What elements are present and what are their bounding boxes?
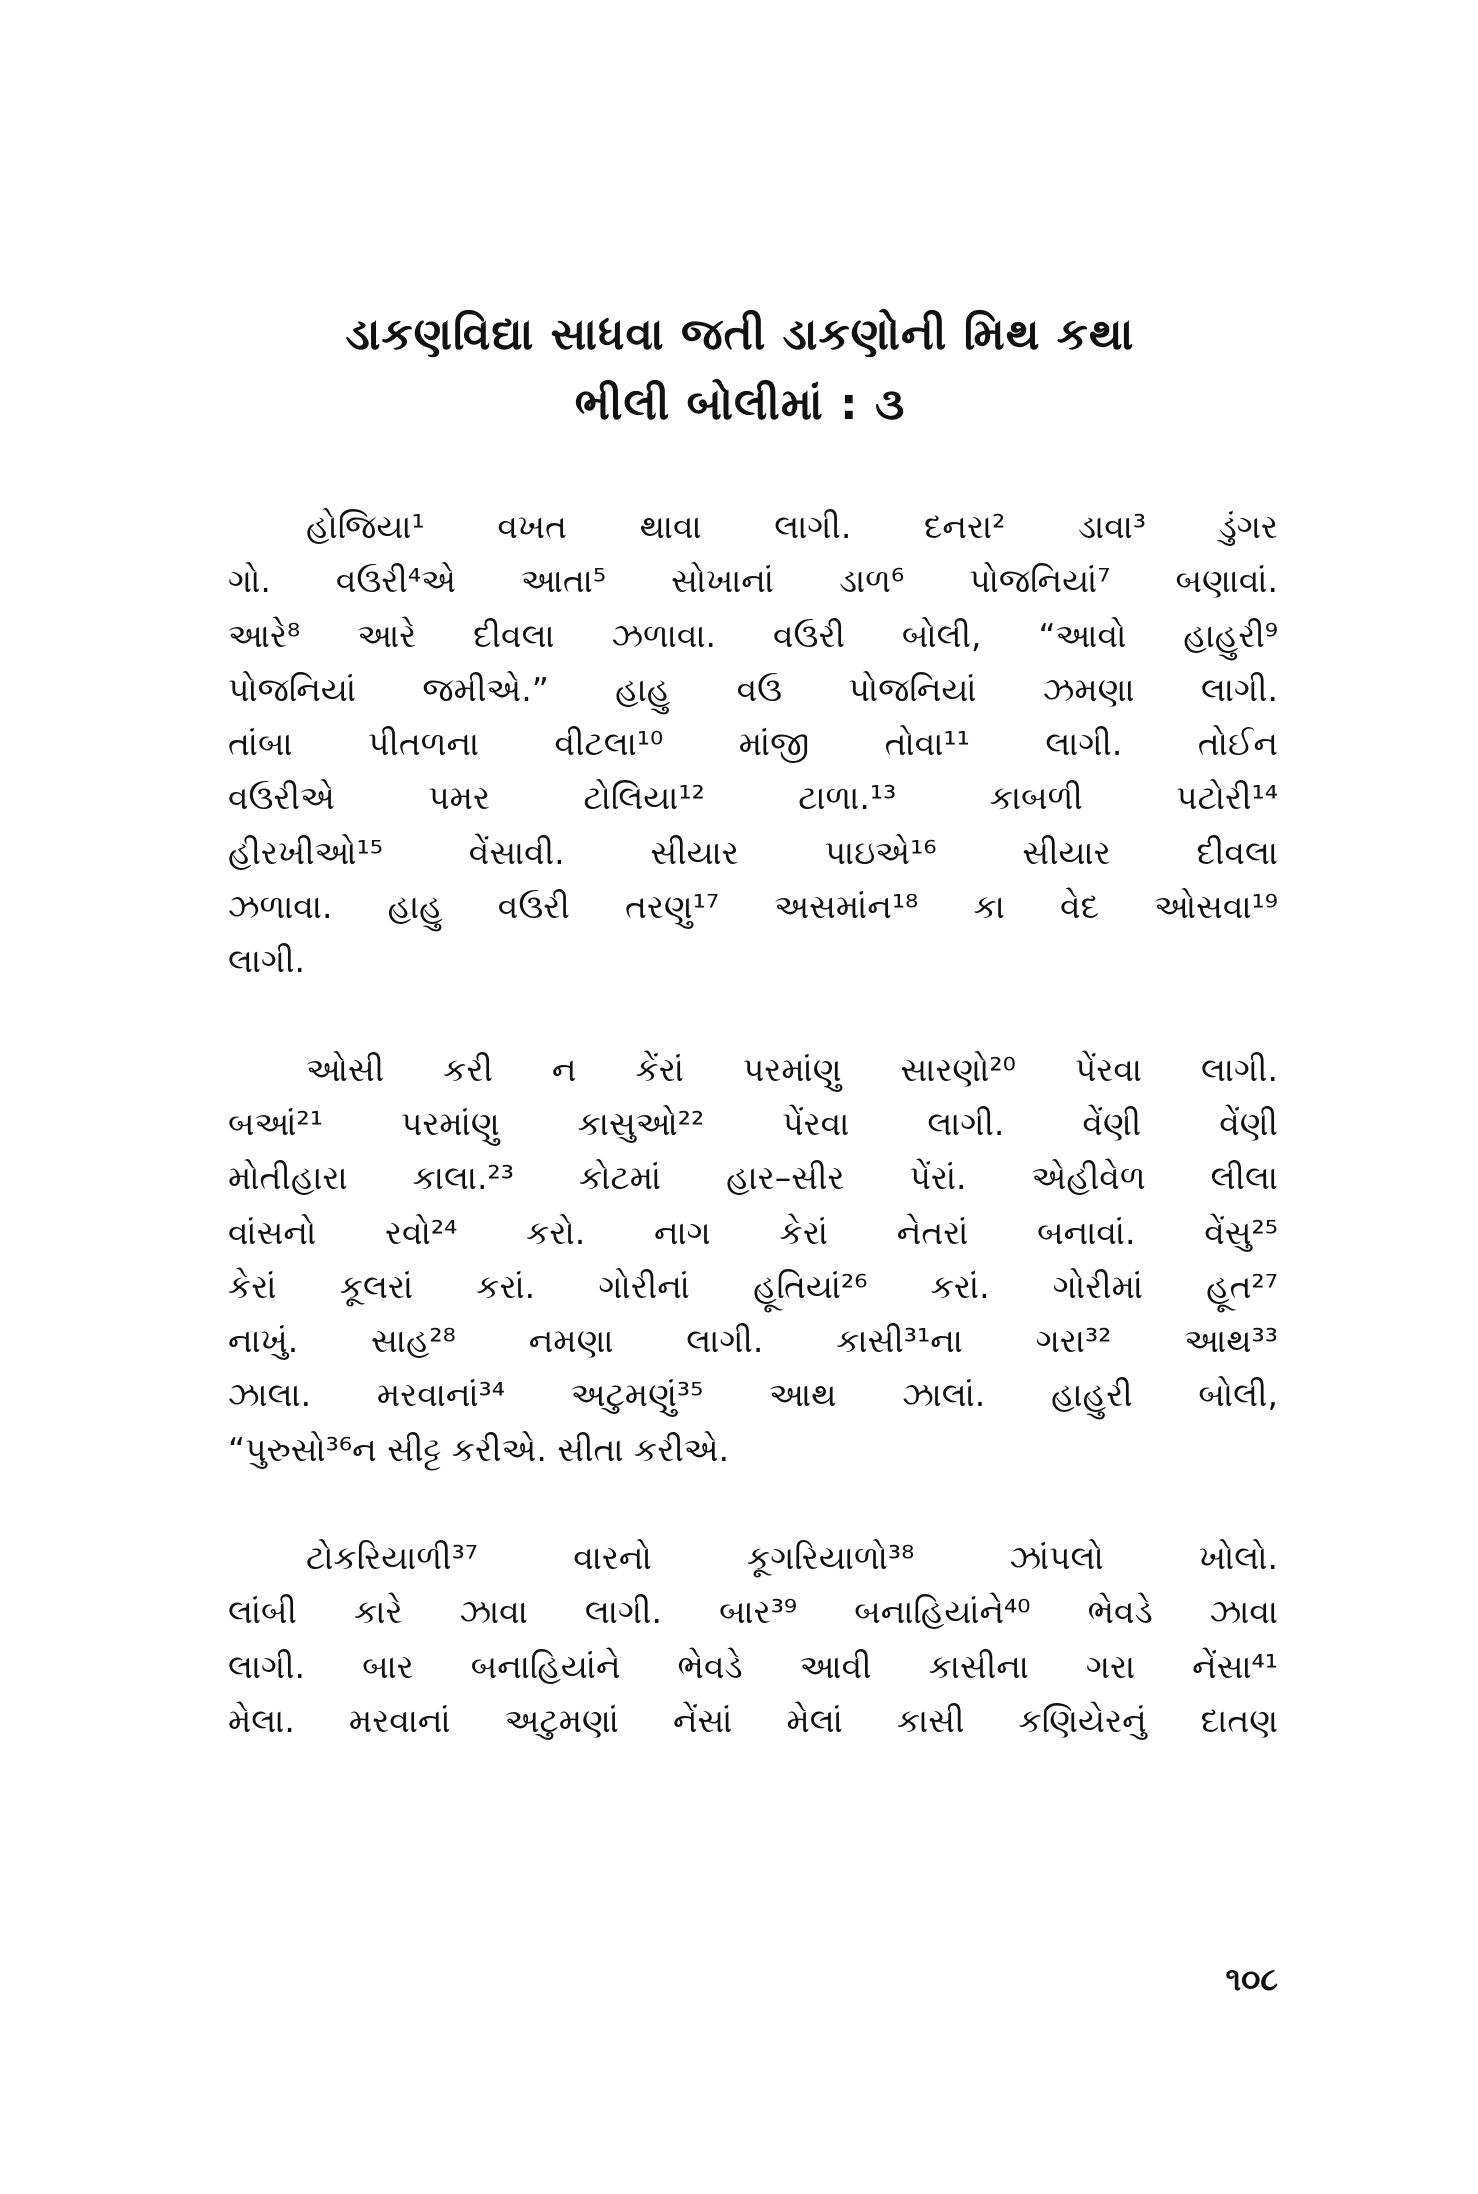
text-line: ઓસી કરી ન કેંરાં પરમાંણુ સારણો²⁰ પેંરવા લાગી. [306, 1049, 1278, 1089]
text-line: ગો. વઉરી⁴એ આતા⁵ સોખાનાં ડાળ⁶ પોજનિયાં⁷ બણાવાં. [228, 561, 1278, 601]
text-line: વાંસનો રવો²⁴ કરો. નાગ કેરાં નેતરાં બનાવાં. વેંસુ²⁵ [228, 1212, 1278, 1252]
text-line: ઝળાવા. હાહુ વઉરી તરણુ¹⁷ અસમાંન¹⁸ કા વેદ ઓસવા¹⁹ [228, 887, 1278, 927]
text-line: પોજનિયાં જમીએ.” હાહુ વઉ પોજનિયાં ઝમણા લાગી. [228, 669, 1278, 709]
text-line: લાંબી કારે ઝાવા લાગી. બાર³⁹ બનાહિયાંને⁴⁰ ભેવડે ઝાવા [228, 1592, 1278, 1632]
text-line: હોજિયા¹ વખત થાવા લાગી. દનરા² ડાવા³ ડુંગર [306, 507, 1278, 546]
body-text [228, 500, 1278, 1802]
page-number: ૧૦૮ [1225, 1960, 1278, 1998]
text-line: મોતીહારા કાલા.²³ કોટમાં હાર–સીર પેંરાં. એહીવેળ લીલા [228, 1158, 1278, 1198]
paragraph [228, 500, 1278, 989]
text-line: વઉરીએ પમર ટોલિયા¹² ટાળા.¹³ કાબળી પટોરી¹⁴ [228, 778, 1278, 818]
title-line: ભીલી બોલીમાં : ૩ [574, 379, 906, 430]
title-line: ડાકણવિદ્યા સાધવા જતી ડાકણોની મિથ કથા [345, 309, 1135, 360]
text-line: લાગી. બાર બનાહિયાંને ભેવડે આવી કાસીના ગરા નેંસા⁴¹ [228, 1646, 1278, 1686]
paragraph [228, 1043, 1278, 1477]
text-line: બઆં²¹ પરમાંણુ કાસુઓ²² પેંરવા લાગી. વેંણી વેંણી [228, 1103, 1278, 1143]
text-line: ઝાલા. મરવાનાં³⁴ અટુમણું³⁵ આથ ઝાલાં. હાહુરી બોલી, [228, 1375, 1278, 1415]
paragraph [228, 1531, 1278, 1748]
text-line: નાખું. સાહ²⁸ નમણા લાગી. કાસી³¹ના ગરા³² આથ³³ [228, 1321, 1278, 1361]
text-line: તાંબા પીતળના વીટલા¹⁰ માંજી તોવા¹¹ લાગી. તોઈન [228, 724, 1278, 764]
text-line: લાગી. [228, 941, 306, 981]
text-line: આરે⁸ આરે દીવલા ઝળાવા. વઉરી બોલી, “આવો હાહુરી⁹ [228, 615, 1278, 655]
text-line: “પુરુસો³⁶ન સીટ્ટ કરીએ. સીતા કરીએ. [228, 1429, 730, 1469]
text-line: ટોકરિયાળી³⁷ વારનો કૂગરિયાળો³⁸ ઝાંપલો ખોલો. [306, 1538, 1278, 1578]
text-line: કેરાં કૂલરાં કરાં. ગોરીનાં હૂતિયાં²⁶ કરાં. ગોરીમાં હૂત²⁷ [228, 1266, 1278, 1306]
text-line: મેલા. મરવાનાં અટુમણાં નેંસાં મેલાં કાસી કણિયેરનું દાતણ [228, 1700, 1278, 1740]
page-title [200, 300, 1280, 440]
text-line: હીરખીઓ¹⁵ વેંસાવી. સીયાર પાઇએ¹⁶ સીયાર દીવલા [228, 832, 1278, 872]
